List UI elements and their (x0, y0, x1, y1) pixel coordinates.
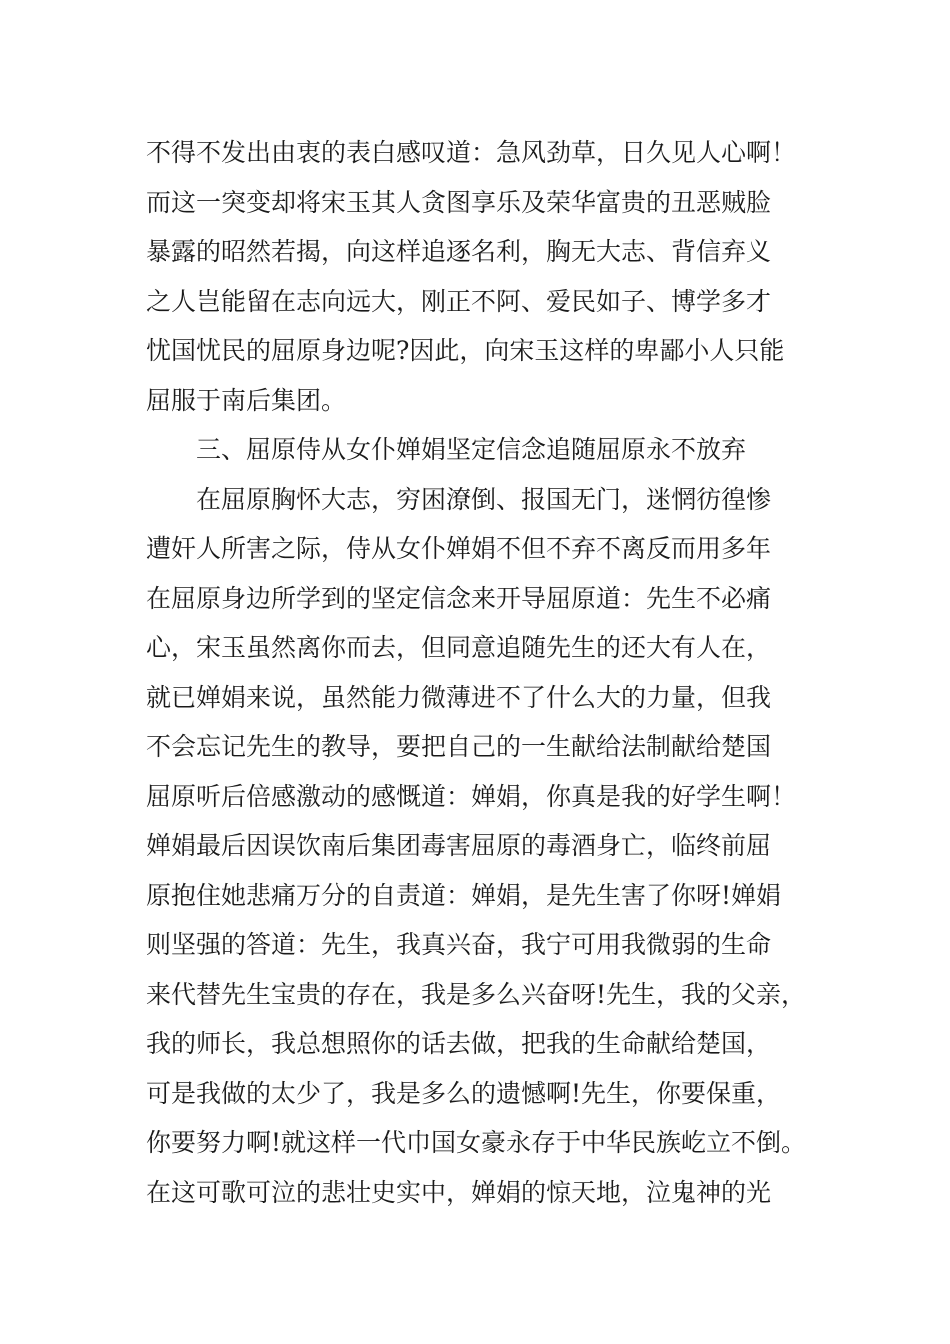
text-line: 在这可歌可泣的悲壮史实中，婵娟的惊天地，泣鬼神的光 (146, 1177, 772, 1207)
text-line: 则坚强的答道：先生，我真兴奋，我宁可用我微弱的生命 (146, 930, 772, 959)
text-line: 暴露的昭然若揭，向这样追逐名利，胸无大志、背信弃义 (146, 237, 772, 266)
text-line: 原抱住她悲痛万分的自责道：婵娟，是先生害了你呀!婵娟 (146, 880, 782, 910)
text-line: 之人岂能留在志向远大，刚正不阿、爱民如子、博学多才 (146, 286, 772, 316)
text-line: 就已婵娟来说，虽然能力微薄进不了什么大的力量，但我 (146, 682, 772, 712)
text-line: 我的师长，我总想照你的话去做，把我的生命献给楚国， (146, 1029, 772, 1058)
text-line: 屈服于南后集团。 (146, 385, 347, 415)
text-line: 不得不发出由衷的表白感叹道：急风劲草，日久见人心啊！ (146, 138, 797, 167)
text-line: 不会忘记先生的教导，要把自己的一生献给法制献给楚国 (146, 732, 772, 761)
text-line: 遭奸人所害之际，侍从女仆婵娟不但不弃不离反而用多年 (146, 534, 772, 563)
text-line: 来代替先生宝贵的存在，我是多么兴奋呀!先生，我的父亲， (146, 979, 807, 1009)
body-text (146, 128, 846, 1217)
text-line: 婵娟最后因误饮南后集团毒害屈原的毒酒身亡，临终前屈 (146, 831, 772, 860)
text-line: 在屈原身边所学到的坚定信念来开导屈原道：先生不必痛 (146, 583, 772, 613)
text-line: 而这一突变却将宋玉其人贪图享乐及荣华富贵的丑恶贼脸 (146, 187, 772, 217)
text-line: 你要努力啊!就这样一代巾国女豪永存于中华民族屹立不倒。 (146, 1128, 807, 1157)
section-heading: 三、屈原侍从女仆婵娟坚定信念追随屈原永不放弃 (196, 435, 747, 464)
text-line: 忧国忧民的屈原身边呢?因此，向宋玉这样的卑鄙小人只能 (146, 336, 785, 365)
text-line: 屈原听后倍感激动的感慨道：婵娟，你真是我的好学生啊！ (146, 781, 797, 811)
paragraph-start-line: 在屈原胸怀大志，穷困潦倒、报国无门，迷惘彷徨惨 (196, 484, 772, 514)
text-line: 可是我做的太少了，我是多么的遗憾啊!先生，你要保重， (146, 1078, 782, 1108)
text-line: 心，宋玉虽然离你而去，但同意追随先生的还大有人在， (146, 633, 772, 662)
